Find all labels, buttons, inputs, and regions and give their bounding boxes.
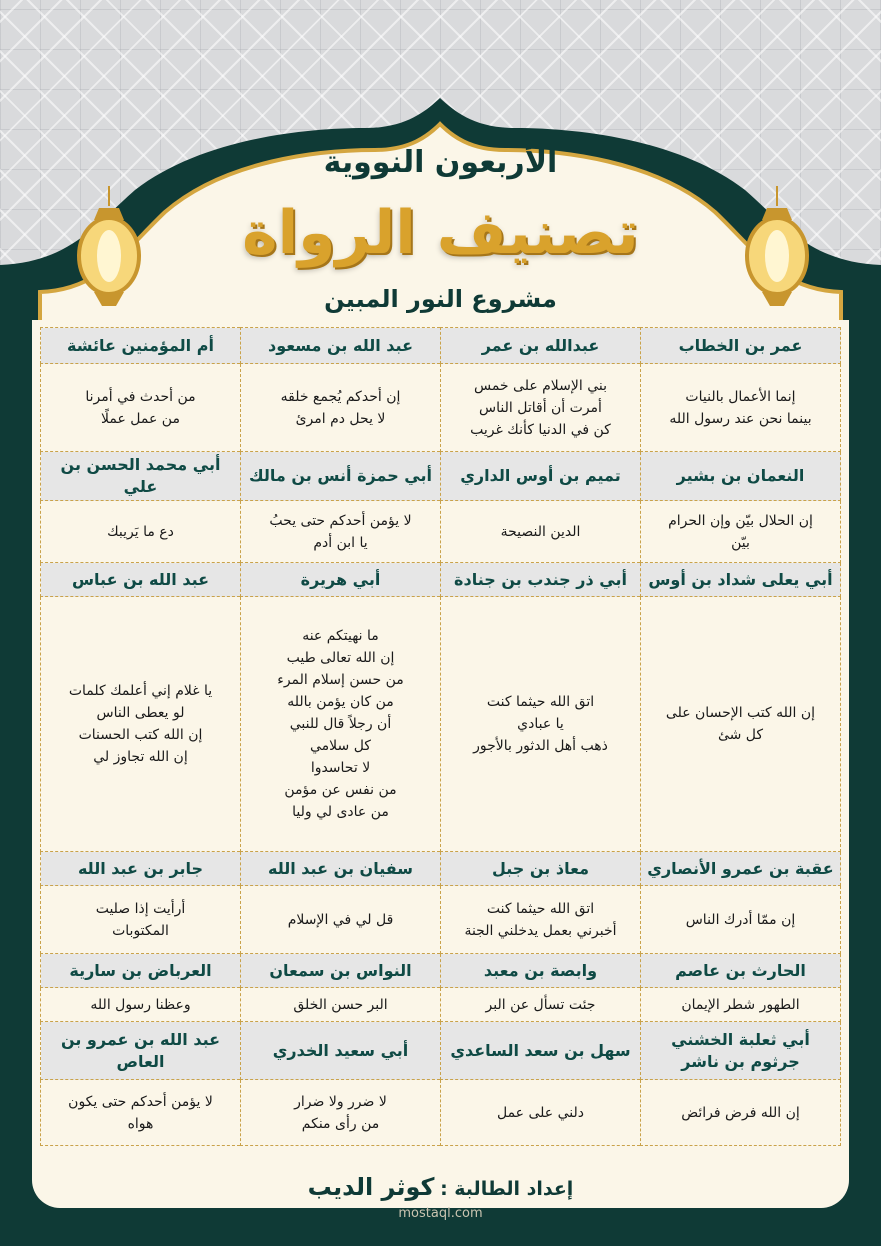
narrator-row — [41, 1022, 841, 1080]
narrator-row — [41, 852, 841, 886]
hadith-cell — [641, 501, 841, 563]
hadith-line: يا غلام إني أعلمك كلمات — [68, 683, 213, 699]
hadith-cell — [441, 988, 641, 1022]
hadith-line: البر حسن الخلق — [293, 996, 388, 1013]
hadith-line: من عمل عملًا — [101, 410, 180, 427]
hadith-line: من أحدث في أمرنا — [85, 388, 196, 405]
narrator-name: معاذ بن جبل — [441, 852, 641, 886]
hadith-line: ما نهيتكم عنه — [302, 628, 379, 644]
hadith-line: اتق الله حيثما كنت — [486, 900, 595, 917]
narrator-name: عمر بن الخطاب — [641, 328, 841, 364]
hadith-cell — [441, 501, 641, 563]
narrator-name: عبد الله بن عمرو بن العاص — [41, 1022, 241, 1080]
hadith-line: دع ما يَريبك — [107, 523, 174, 540]
hadith-line: المكتوبات — [112, 922, 169, 939]
hadith-line: هواه — [127, 1115, 154, 1132]
hadith-cell — [641, 364, 841, 452]
hadith-cell — [41, 364, 241, 452]
hadith-cell — [641, 988, 841, 1022]
hadith-line: بينما نحن عند رسول الله — [669, 410, 812, 427]
hadith-cell — [241, 1080, 441, 1146]
hadith-line: من نفس عن مؤمن — [284, 782, 397, 798]
narrator-name: وابصة بن معبد — [441, 954, 641, 988]
narrator-name: أبي هريرة — [241, 563, 441, 597]
hadith-line: بيّن — [731, 534, 750, 551]
hadith-cell — [241, 988, 441, 1022]
hadith-line: لا يؤمن أحدكم حتى يحبُ — [269, 512, 412, 529]
narrator-name: سهل بن سعد الساعدي — [441, 1022, 641, 1080]
hadith-line: اتق الله حيثما كنت — [486, 694, 595, 710]
hadith-row — [41, 1080, 841, 1146]
narrator-name: العرباض بن سارية — [41, 954, 241, 988]
narrator-name: النعمان بن بشير — [641, 452, 841, 501]
hadith-line: أمرت أن أقاتل الناس — [479, 399, 602, 416]
hadith-cell — [41, 1080, 241, 1146]
narrator-name: جابر بن عبد الله — [41, 852, 241, 886]
hadith-line: إن أحدكم يُجمع خلقه — [280, 388, 401, 405]
hadith-line: إن ممّا أدرك الناس — [685, 911, 796, 928]
hadith-line: إن الله تعالى طيب — [286, 650, 395, 666]
narrator-name: عبد الله بن عباس — [41, 563, 241, 597]
hadith-cell — [441, 886, 641, 954]
hadith-line: أرأيت إذا صليت — [95, 900, 186, 917]
hadith-line: لا يؤمن أحدكم حتى يكون — [68, 1093, 213, 1110]
narrator-name: أم المؤمنين عائشة — [41, 328, 241, 364]
hadith-line: إنما الأعمال بالنيات — [685, 388, 796, 405]
hadith-cell — [241, 364, 441, 452]
narrator-name: عبد الله بن مسعود — [241, 328, 441, 364]
hadith-line: أخبرني بعمل يدخلني الجنة — [464, 922, 617, 939]
narrator-row — [41, 563, 841, 597]
hadith-line: لا ضرر ولا ضرار — [294, 1093, 387, 1110]
hadith-cell — [41, 988, 241, 1022]
narrator-row — [41, 954, 841, 988]
narrator-name: أبي ذر جندب بن جنادة — [441, 563, 641, 597]
narrator-name: أبي حمزة أنس بن مالك — [241, 452, 441, 501]
hadith-line: أن رجلاً قال للنبي — [289, 716, 392, 732]
narrator-name: أبي محمد الحسن بن علي — [41, 452, 241, 501]
hadith-line: من كان يؤمن بالله — [287, 694, 394, 710]
hadith-line: الدين النصيحة — [500, 523, 581, 540]
hadith-row — [41, 886, 841, 954]
hadith-row — [41, 364, 841, 452]
hadith-line: قل لي في الإسلام — [287, 911, 394, 928]
hadith-line: وعظنا رسول الله — [90, 996, 191, 1013]
hadith-line: من رأى منكم — [301, 1115, 380, 1132]
hadith-line: كل شئ — [717, 727, 764, 743]
hadith-cell — [641, 597, 841, 852]
hadith-line: إن الله فرض فرائض — [681, 1104, 800, 1121]
hadith-cell — [241, 886, 441, 954]
hadith-cell — [441, 1080, 641, 1146]
hadith-cell — [441, 597, 641, 852]
narrator-name: تميم بن أوس الداري — [441, 452, 641, 501]
hadith-cell — [641, 886, 841, 954]
hadith-line: دلني على عمل — [496, 1104, 584, 1121]
hadith-line: جئت تسأل عن البر — [485, 996, 596, 1013]
hadith-cell — [41, 886, 241, 954]
hadith-cell — [41, 597, 241, 852]
main-title: تصنيف الرواة — [242, 198, 639, 268]
hadith-line: لو يعطى الناس — [96, 705, 185, 721]
hadith-row — [41, 988, 841, 1022]
narrator-name: النواس بن سمعان — [241, 954, 441, 988]
hadith-line: من حسن إسلام المرء — [277, 672, 404, 688]
narrator-name: عقبة بن عمرو الأنصاري — [641, 852, 841, 886]
hadith-cell — [241, 597, 441, 852]
footer — [0, 1173, 881, 1201]
narrator-row — [41, 452, 841, 501]
hadith-line: لا يحل دم امرئ — [295, 410, 386, 427]
narrator-name: أبي يعلى شداد بن أوس — [641, 563, 841, 597]
footer-label: إعداد الطالبة : — [440, 1178, 574, 1200]
hadith-line: ذهب أهل الدثور بالأجور — [473, 738, 608, 754]
hadith-row — [41, 501, 841, 563]
narrator-name: أبي ثعلبة الخشني جرثوم بن ناشر — [641, 1022, 841, 1080]
hadith-line: إن الله كتب الإحسان على — [665, 705, 816, 721]
hadith-line: الطهور شطر الإيمان — [681, 996, 800, 1013]
hadith-line: يا عبادي — [517, 716, 564, 732]
hadith-cell — [41, 501, 241, 563]
hadith-line: من عادى لي وليا — [292, 804, 389, 820]
hadith-line: لا تحاسدوا — [310, 760, 371, 776]
narrator-row — [41, 328, 841, 364]
narrator-name: الحارث بن عاصم — [641, 954, 841, 988]
hadith-cell — [241, 501, 441, 563]
hadith-line: بني الإسلام على خمس — [473, 377, 608, 394]
narrator-name: أبي سعيد الخدري — [241, 1022, 441, 1080]
author-name: كوثر الديب — [307, 1173, 435, 1201]
narrator-name: سفيان بن عبد الله — [241, 852, 441, 886]
hadith-line: كن في الدنيا كأنك غريب — [470, 421, 611, 438]
hadith-cell — [441, 364, 641, 452]
hadith-line: إن الله كتب الحسنات — [78, 727, 203, 743]
hadith-line: إن الله تجاوز لي — [93, 749, 188, 765]
hadith-line: كل سلامي — [310, 738, 371, 754]
hadith-row — [41, 597, 841, 852]
project-name: مشروع النور المبين — [324, 285, 557, 313]
hadith-line: إن الحلال بيّن وإن الحرام — [668, 512, 813, 529]
narrator-name: عبدالله بن عمر — [441, 328, 641, 364]
watermark: mostaql.com — [398, 1206, 483, 1221]
hadith-cell — [641, 1080, 841, 1146]
subtitle-top: الأربعون النووية — [323, 145, 558, 180]
narrators-table — [40, 327, 841, 1146]
hadith-line: يا ابن أدم — [313, 534, 368, 551]
